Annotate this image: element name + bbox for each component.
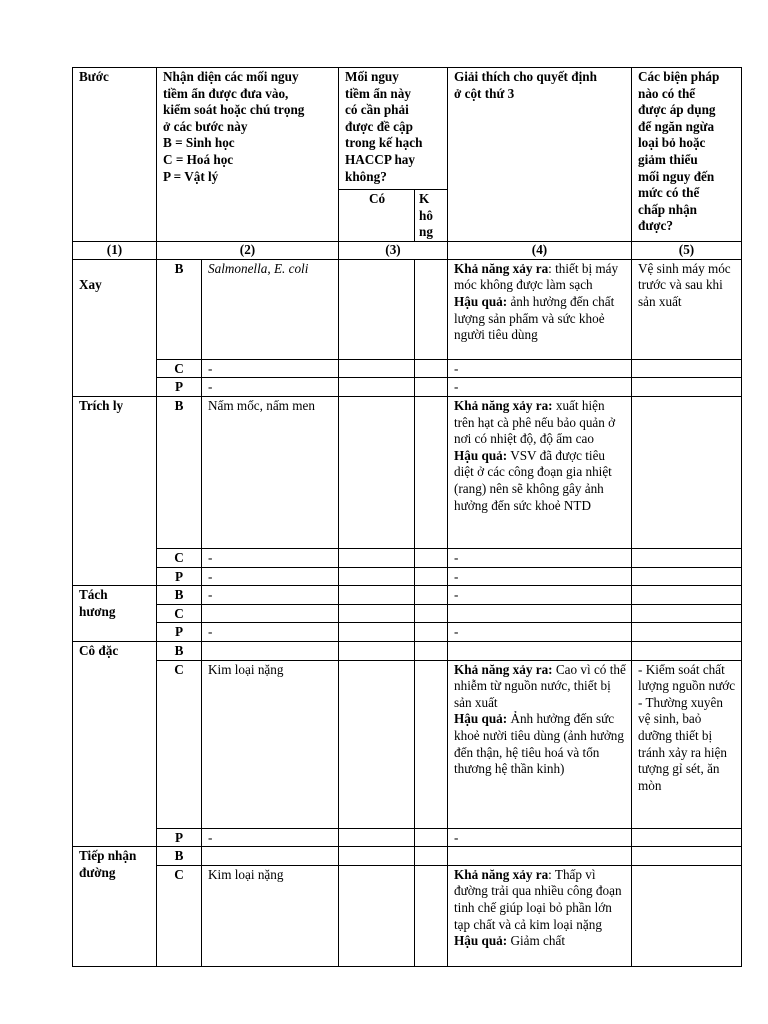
hazard-desc: - bbox=[202, 586, 339, 605]
answer-co bbox=[339, 396, 415, 548]
hazard-desc: - bbox=[202, 359, 339, 378]
consequence-label: Hậu quả: bbox=[454, 447, 508, 463]
consequence bbox=[454, 711, 626, 777]
col-number: (1) bbox=[73, 241, 157, 259]
control-measure bbox=[632, 359, 742, 378]
header-line: C = Hoá học bbox=[163, 151, 234, 167]
control-measure bbox=[632, 396, 742, 548]
header-line: giảm thiểu bbox=[638, 151, 698, 167]
header-khong bbox=[415, 190, 448, 242]
table-row bbox=[73, 828, 742, 847]
hazard-sep: , bbox=[267, 260, 274, 276]
control-measure bbox=[632, 604, 742, 623]
answer-khong bbox=[415, 586, 448, 605]
hazard-desc bbox=[202, 641, 339, 660]
header-giai-thich bbox=[448, 68, 632, 242]
hazard-type: B bbox=[157, 586, 202, 605]
answer-khong bbox=[415, 259, 448, 359]
table-row bbox=[73, 660, 742, 828]
header-line: HACCP hay bbox=[345, 151, 415, 167]
hazard-text: E. coli bbox=[273, 260, 309, 276]
consequence-label: Hậu quả: bbox=[454, 933, 508, 949]
hazard-desc bbox=[202, 847, 339, 866]
table-row bbox=[73, 396, 742, 548]
col-number: (3) bbox=[339, 241, 448, 259]
header-line: mối nguy đến bbox=[638, 168, 715, 184]
control-measure bbox=[632, 847, 742, 866]
hazard-type: B bbox=[157, 641, 202, 660]
likelihood-text: Cao vì có thể nhiễm từ nguồn nước, thiết bị sản xuất bbox=[454, 661, 626, 710]
likelihood bbox=[454, 398, 626, 448]
table-row bbox=[73, 604, 742, 623]
answer-khong bbox=[415, 660, 448, 828]
consequence bbox=[454, 294, 626, 344]
header-line: hô bbox=[419, 207, 433, 223]
control-measure bbox=[632, 378, 742, 397]
header-line: B = Sinh học bbox=[163, 135, 235, 151]
header-line: Nhận diện các mối nguy bbox=[163, 69, 299, 84]
hazard-desc bbox=[202, 604, 339, 623]
likelihood bbox=[454, 261, 626, 294]
consequence bbox=[454, 933, 626, 950]
col-number: (5) bbox=[632, 241, 742, 259]
likelihood bbox=[454, 662, 626, 712]
explanation bbox=[448, 660, 632, 828]
measure-item: - Kiểm soát chất lượng nguồn nước bbox=[638, 661, 736, 694]
answer-khong bbox=[415, 359, 448, 378]
header-line: Các biện pháp bbox=[638, 69, 720, 84]
answer-co bbox=[339, 828, 415, 847]
table-row bbox=[73, 623, 742, 642]
step-name: Xay bbox=[73, 259, 157, 396]
explanation: - bbox=[448, 828, 632, 847]
step-name bbox=[73, 847, 157, 967]
haccp-hazard-table bbox=[72, 67, 742, 967]
hazard-type: C bbox=[157, 548, 202, 567]
answer-co bbox=[339, 641, 415, 660]
header-line: P = Vật lý bbox=[163, 168, 219, 184]
header-line: K bbox=[419, 191, 430, 206]
answer-co bbox=[339, 359, 415, 378]
control-measure bbox=[632, 548, 742, 567]
header-line: được đề cập bbox=[345, 118, 413, 134]
header-line: trong kế hạch bbox=[345, 135, 423, 151]
header-line: kiểm soát hoặc chú trọng bbox=[163, 102, 305, 118]
explanation: - bbox=[448, 567, 632, 586]
explanation: - bbox=[448, 623, 632, 642]
explanation: - bbox=[448, 586, 632, 605]
header-line: ở cột thứ 3 bbox=[454, 85, 515, 101]
answer-co bbox=[339, 865, 415, 966]
likelihood-text: xuất hiện trên hạt cà phê nếu bảo quản ở nơi có nhiệt độ, độ ẩm cao bbox=[454, 397, 616, 447]
answer-khong bbox=[415, 865, 448, 966]
explanation bbox=[448, 604, 632, 623]
consequence-text: Giảm chất bbox=[507, 933, 565, 949]
hazard-desc: - bbox=[202, 567, 339, 586]
header-line: Mối nguy bbox=[345, 69, 399, 84]
measure-item: - Thường xuyên vệ sinh, baỏ dưỡng thiết bị tránh xảy ra hiện tượng gỉ sét, ăn mòn bbox=[638, 694, 727, 793]
answer-co bbox=[339, 567, 415, 586]
header-buoc: Bước bbox=[73, 68, 157, 242]
hazard-type: B bbox=[157, 847, 202, 866]
answer-khong bbox=[415, 567, 448, 586]
hazard-type: P bbox=[157, 828, 202, 847]
table-row bbox=[73, 586, 742, 605]
hazard-type: P bbox=[157, 623, 202, 642]
likelihood-label: Khả năng xảy ra: bbox=[454, 661, 553, 677]
answer-co bbox=[339, 378, 415, 397]
explanation bbox=[448, 847, 632, 866]
header-line: được áp dụng bbox=[638, 102, 716, 118]
step-name bbox=[73, 586, 157, 642]
hazard-type: P bbox=[157, 567, 202, 586]
likelihood-label: Khả năng xảy ra: bbox=[454, 397, 553, 413]
control-measure bbox=[632, 660, 742, 828]
table-row bbox=[73, 359, 742, 378]
header-bien-phap bbox=[632, 68, 742, 242]
header-line: tiềm ẩn này bbox=[345, 85, 411, 101]
control-measure bbox=[632, 623, 742, 642]
likelihood-label: Khả năng xảy ra bbox=[454, 866, 549, 882]
hazard-type: C bbox=[157, 660, 202, 828]
consequence-text: Ảnh hưởng đến sức khoẻ nười tiêu dùng (ảnh hưởng đến thận, hệ tiêu hoá và tổn thương hệ thần kinh) bbox=[454, 711, 624, 777]
header-line: được? bbox=[638, 218, 673, 234]
header-line: chấp nhận bbox=[638, 201, 698, 217]
table-row bbox=[73, 567, 742, 586]
hazard-type: P bbox=[157, 378, 202, 397]
header-line: mức có thể bbox=[638, 185, 700, 201]
header-line: để ngăn ngừa bbox=[638, 118, 715, 134]
hazard-text: Salmonella bbox=[208, 260, 268, 276]
header-line: không? bbox=[345, 168, 387, 184]
hazard-desc: - bbox=[202, 548, 339, 567]
answer-co bbox=[339, 548, 415, 567]
hazard-desc: - bbox=[202, 623, 339, 642]
explanation: - bbox=[448, 359, 632, 378]
table-row bbox=[73, 847, 742, 866]
step-name-line: hương bbox=[79, 603, 116, 619]
answer-khong bbox=[415, 378, 448, 397]
header-line: nào có thể bbox=[638, 85, 696, 101]
consequence-label: Hậu quả: bbox=[454, 293, 508, 309]
answer-co bbox=[339, 259, 415, 359]
step-name-line: Tách bbox=[79, 587, 108, 603]
header-line: loại bỏ hoặc bbox=[638, 135, 706, 151]
answer-khong bbox=[415, 396, 448, 548]
step-name-line: đường bbox=[79, 864, 116, 880]
consequence bbox=[454, 448, 626, 514]
header-moi-nguy bbox=[339, 68, 448, 190]
control-measure: Vệ sinh máy móc trước và sau khi sản xuất bbox=[632, 259, 742, 359]
hazard-desc: - bbox=[202, 828, 339, 847]
hazard-type: C bbox=[157, 359, 202, 378]
answer-co bbox=[339, 623, 415, 642]
consequence-text: VSV đã được tiêu diệt ở các công đoạn gia nhiệt (rang) nên sẽ không gây ảnh hưởng đến sức khoẻ NTD bbox=[454, 447, 612, 513]
hazard-type: B bbox=[157, 259, 202, 359]
table-row bbox=[73, 259, 742, 359]
header-nhan-dien bbox=[157, 68, 339, 242]
control-measure bbox=[632, 865, 742, 966]
header-line: tiềm ẩn được đưa vào, bbox=[163, 85, 289, 101]
table-row bbox=[73, 641, 742, 660]
control-measure bbox=[632, 828, 742, 847]
table-row bbox=[73, 378, 742, 397]
explanation: - bbox=[448, 548, 632, 567]
table-row bbox=[73, 548, 742, 567]
hazard-desc: Kim loại nặng bbox=[202, 660, 339, 828]
control-measure bbox=[632, 567, 742, 586]
control-measure bbox=[632, 641, 742, 660]
header-co: Có bbox=[339, 190, 415, 242]
step-name: Cô đặc bbox=[73, 641, 157, 846]
column-number-row bbox=[73, 241, 742, 259]
explanation bbox=[448, 641, 632, 660]
col-number: (2) bbox=[157, 241, 339, 259]
explanation: - bbox=[448, 378, 632, 397]
hazard-desc: Kim loại nặng bbox=[202, 865, 339, 966]
answer-khong bbox=[415, 641, 448, 660]
answer-co bbox=[339, 604, 415, 623]
explanation bbox=[448, 259, 632, 359]
hazard-type: C bbox=[157, 865, 202, 966]
hazard-type: B bbox=[157, 396, 202, 548]
header-line: có cần phải bbox=[345, 102, 409, 118]
answer-khong bbox=[415, 828, 448, 847]
likelihood-label: Khả năng xảy ra bbox=[454, 260, 549, 276]
hazard-desc: Nấm mốc, nấm men bbox=[202, 396, 339, 548]
table-row bbox=[73, 865, 742, 966]
explanation bbox=[448, 396, 632, 548]
consequence-label: Hậu quả: bbox=[454, 711, 508, 727]
answer-khong bbox=[415, 548, 448, 567]
likelihood-text: : Thấp vì đường trải qua nhiều công đoạn tinh chế giúp loại bỏ phần lớn tạp chất và cả kim loại nặng bbox=[454, 866, 622, 932]
hazard-desc bbox=[202, 259, 339, 359]
answer-co bbox=[339, 660, 415, 828]
step-name-line: Tiếp nhận bbox=[79, 848, 137, 864]
col-number: (4) bbox=[448, 241, 632, 259]
header-line: ở các bước này bbox=[163, 118, 248, 134]
step-name: Trích ly bbox=[73, 396, 157, 585]
likelihood bbox=[454, 867, 626, 933]
header-line: ng bbox=[419, 224, 433, 240]
header-row bbox=[73, 68, 742, 190]
answer-co bbox=[339, 586, 415, 605]
answer-khong bbox=[415, 623, 448, 642]
explanation bbox=[448, 865, 632, 966]
header-line: Giải thích cho quyết định bbox=[454, 69, 597, 84]
answer-khong bbox=[415, 604, 448, 623]
consequence-text: ảnh hưởng đến chất lượng sản phẩm và sức khoẻ người tiêu dùng bbox=[454, 293, 615, 343]
hazard-type: C bbox=[157, 604, 202, 623]
control-measure bbox=[632, 586, 742, 605]
answer-co bbox=[339, 847, 415, 866]
answer-khong bbox=[415, 847, 448, 866]
likelihood-text: : thiết bị máy móc không được làm sạch bbox=[454, 260, 619, 293]
hazard-desc: - bbox=[202, 378, 339, 397]
